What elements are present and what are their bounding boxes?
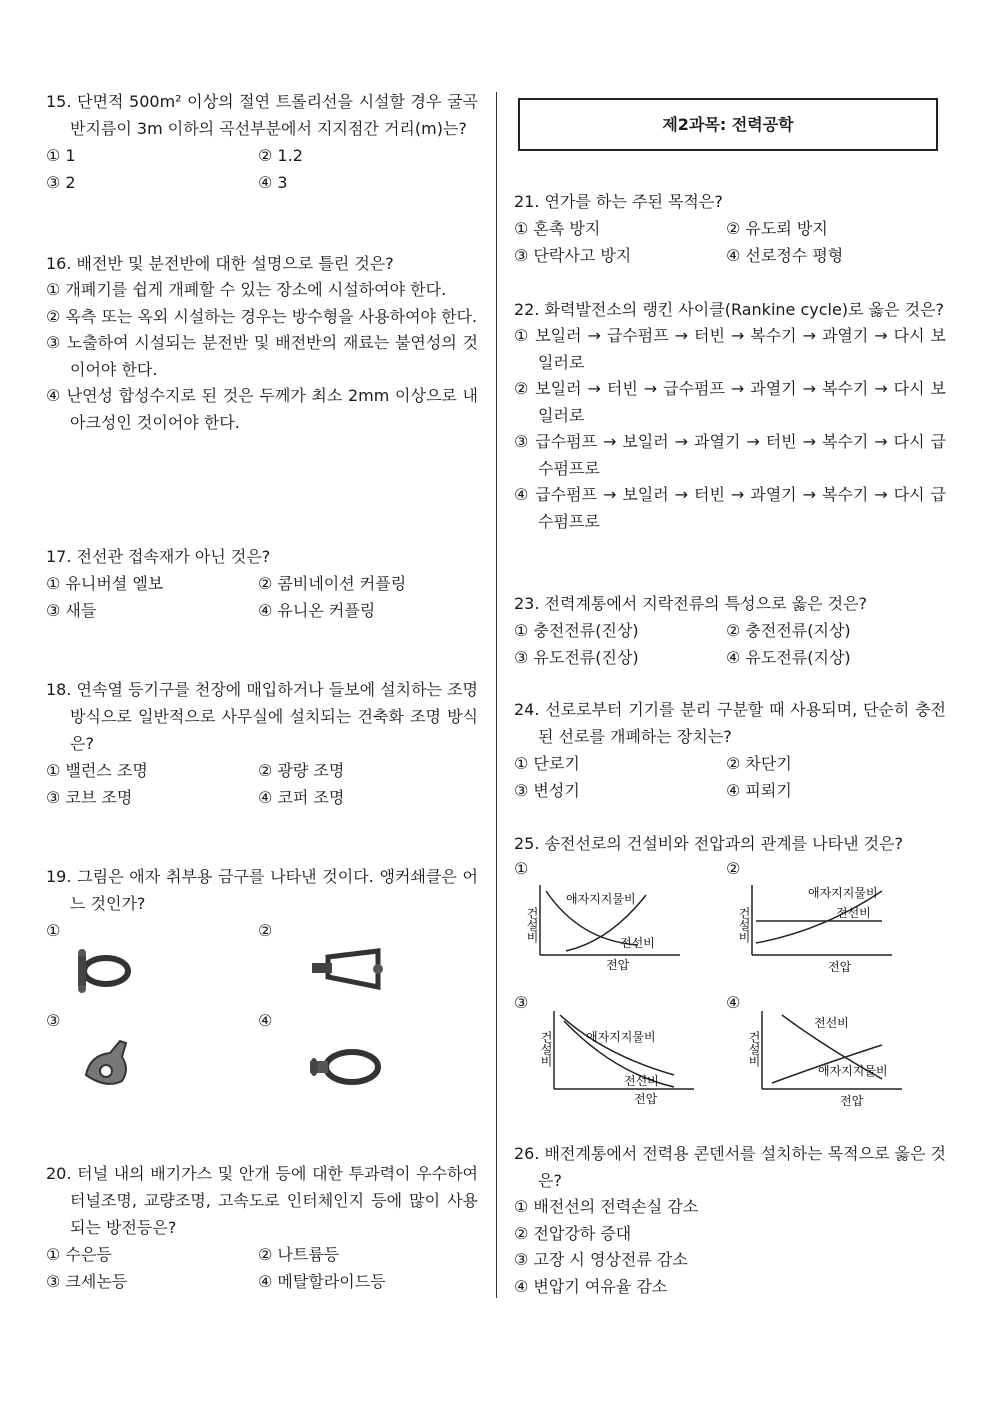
graph-xlabel: 전압	[634, 1092, 658, 1106]
option-3[interactable]: ③	[46, 1011, 61, 1030]
option-4[interactable]: ④ 유도전류(지상)	[726, 648, 851, 667]
question-20	[46, 1160, 478, 1295]
clevis-fitting-image	[298, 947, 388, 997]
question-stem: 20. 터널 내의 배기가스 및 안개 등에 대한 투과력이 우수하여 터널조명, 교량조명, 고속도로 인터체인지 등에 많이 사용되는 방전등은?	[46, 1164, 478, 1237]
column-divider	[496, 92, 497, 1298]
option-2[interactable]: ② 1.2	[258, 146, 303, 165]
graph-series-label: 애자지지물비	[818, 1064, 888, 1078]
option-1[interactable]: ① 보일러 → 급수펌프 → 터빈 → 복수기 → 과열기 → 다시 보일러로	[514, 326, 946, 372]
option-2[interactable]: ② 차단기	[726, 754, 792, 773]
option-4[interactable]: ④	[258, 1011, 273, 1030]
option-3[interactable]: ③ 새들	[46, 601, 97, 620]
graph-ylabel-1: 건설비	[525, 907, 539, 943]
option-3[interactable]: ③ 단락사고 방지	[514, 246, 632, 265]
graph-ylabel-2: 건설비	[737, 907, 751, 943]
graph-1	[520, 881, 710, 981]
option-2[interactable]: ② 보일러 → 터빈 → 급수펌프 → 과열기 → 복수기 → 다시 보일러로	[514, 379, 946, 425]
question-26	[514, 1140, 946, 1300]
option-4[interactable]: ④ 피뢰기	[726, 781, 792, 800]
option-4[interactable]: ④ 선로정수 평형	[726, 246, 844, 265]
question-stem: 15. 단면적 500m² 이상의 절연 트롤리선을 시설할 경우 굴곡 반지름이 3m 이하의 곡선부분에서 지지점간 거리(m)는?	[46, 92, 478, 138]
question-18	[46, 676, 478, 811]
option-3[interactable]: ③ 크세논등	[46, 1272, 128, 1291]
graph-ylabel-4: 건설비	[747, 1031, 761, 1067]
question-19	[46, 863, 478, 1117]
option-4[interactable]: ④ 급수펌프 → 보일러 → 터빈 → 과열기 → 복수기 → 다시 급수펌프로	[514, 485, 946, 531]
graph-series-label: 전선비	[836, 906, 871, 920]
subject-title: 제2과목: 전력공학	[518, 98, 938, 151]
graph-series-label: 전선비	[620, 936, 655, 950]
option-3[interactable]: ③	[514, 993, 529, 1012]
option-4[interactable]: ④ 유니온 커플링	[258, 601, 376, 620]
question-24	[514, 696, 946, 804]
graph-ylabel-3: 건설비	[539, 1031, 553, 1067]
option-3[interactable]: ③ 2	[46, 173, 76, 192]
anchor-shackle-image	[74, 945, 144, 995]
option-1[interactable]: ① 혼촉 방지	[514, 219, 601, 238]
question-16	[46, 250, 478, 436]
question-stem: 21. 연가를 하는 주된 목적은?	[514, 192, 723, 211]
graph-series-label: 애자지지물비	[566, 892, 636, 906]
graph-2	[732, 881, 922, 981]
graph-4	[742, 1005, 932, 1115]
option-3[interactable]: ③ 고장 시 영상전류 감소	[514, 1250, 688, 1269]
option-1[interactable]: ①	[46, 921, 61, 940]
option-1[interactable]: ①	[514, 859, 529, 878]
question-stem: 25. 송전선로의 건설비와 전압과의 관계를 나타낸 것은?	[514, 834, 904, 853]
option-3[interactable]: ③ 코브 조명	[46, 788, 133, 807]
question-23	[514, 590, 946, 671]
option-2[interactable]: ②	[258, 921, 273, 940]
option-1[interactable]: ① 개폐기를 쉽게 개폐할 수 있는 장소에 시설하여야 한다.	[46, 280, 447, 299]
question-stem: 17. 전선관 접속재가 아닌 것은?	[46, 547, 271, 566]
question-25	[514, 830, 946, 1127]
question-15	[46, 88, 478, 196]
graph-series-label: 애자지지물비	[808, 886, 878, 900]
graph-xlabel: 전압	[606, 958, 630, 972]
option-3[interactable]: ③ 변성기	[514, 781, 580, 800]
option-1[interactable]: ① 1	[46, 146, 76, 165]
option-4[interactable]: ④ 난연성 합성수지로 된 것은 두께가 최소 2mm 이상으로 내아크성인 것이어야 한다.	[46, 386, 478, 432]
option-2[interactable]: ② 나트륨등	[258, 1245, 340, 1264]
question-stem: 16. 배전반 및 분전반에 대한 설명으로 틀린 것은?	[46, 254, 394, 273]
figure-choices	[46, 917, 478, 1117]
eye-fitting-image	[306, 1045, 386, 1091]
option-3[interactable]: ③ 급수펌프 → 보일러 → 과열기 → 터빈 → 복수기 → 다시 급수펌프로	[514, 432, 946, 478]
graph-series-label: 전선비	[624, 1074, 659, 1088]
option-4[interactable]: ④ 변압기 여유율 감소	[514, 1276, 668, 1296]
graph-series-label: 애자지지물비	[586, 1030, 656, 1044]
option-4[interactable]: ④ 3	[258, 173, 288, 192]
graph-xlabel: 전압	[840, 1094, 864, 1108]
question-21	[514, 188, 946, 269]
option-2[interactable]: ② 콤비네이션 커플링	[258, 574, 407, 593]
option-4[interactable]: ④	[726, 993, 741, 1012]
option-2[interactable]: ② 광량 조명	[258, 761, 345, 780]
option-1[interactable]: ① 수은등	[46, 1245, 112, 1264]
option-3[interactable]: ③ 노출하여 시설되는 분전반 및 배전반의 재료는 불연성의 것이어야 한다.	[46, 333, 478, 379]
question-17	[46, 543, 478, 624]
option-2[interactable]: ② 옥측 또는 옥외 시설하는 경우는 방수형을 사용하여야 한다.	[46, 306, 478, 326]
option-1[interactable]: ① 밸런스 조명	[46, 761, 148, 780]
socket-clevis-image	[76, 1035, 146, 1095]
graph-series-label: 전선비	[814, 1016, 849, 1030]
option-1[interactable]: ① 배전선의 전력손실 감소	[514, 1197, 699, 1216]
option-1[interactable]: ① 유니버셜 엘보	[46, 574, 164, 593]
question-stem: 24. 선로로부터 기기를 분리 구분할 때 사용되며, 단순히 충전된 선로를 개폐하는 장치는?	[514, 700, 946, 746]
option-2[interactable]: ②	[726, 859, 741, 878]
question-22	[514, 296, 946, 535]
question-stem: 19. 그림은 애자 취부용 금구를 나타낸 것이다. 앵커쇄클은 어느 것인가?	[46, 867, 478, 913]
question-stem: 22. 화력발전소의 랭킨 사이클(Rankine cycle)로 옳은 것은?	[514, 300, 944, 319]
question-stem: 18. 연속열 등기구를 천장에 매입하거나 들보에 설치하는 조명방식으로 일반적으로 사무실에 설치되는 건축화 조명 방식은?	[46, 680, 478, 753]
option-2[interactable]: ② 충전전류(지상)	[726, 621, 851, 640]
option-4[interactable]: ④ 코퍼 조명	[258, 788, 345, 807]
option-1[interactable]: ① 충전전류(진상)	[514, 621, 639, 640]
question-stem: 23. 전력계통에서 지락전류의 특성으로 옳은 것은?	[514, 594, 868, 613]
option-2[interactable]: ② 전압강하 증대	[514, 1223, 632, 1243]
graph-choices	[514, 857, 946, 1127]
option-2[interactable]: ② 유도뢰 방지	[726, 219, 828, 238]
graph-3	[534, 1005, 724, 1115]
option-3[interactable]: ③ 유도전류(진상)	[514, 648, 639, 667]
graph-xlabel: 전압	[828, 960, 852, 974]
option-1[interactable]: ① 단로기	[514, 754, 580, 773]
option-4[interactable]: ④ 메탈할라이드등	[258, 1272, 386, 1291]
question-stem: 26. 배전계통에서 전력용 콘덴서를 설치하는 목적으로 옳은 것은?	[514, 1144, 946, 1190]
